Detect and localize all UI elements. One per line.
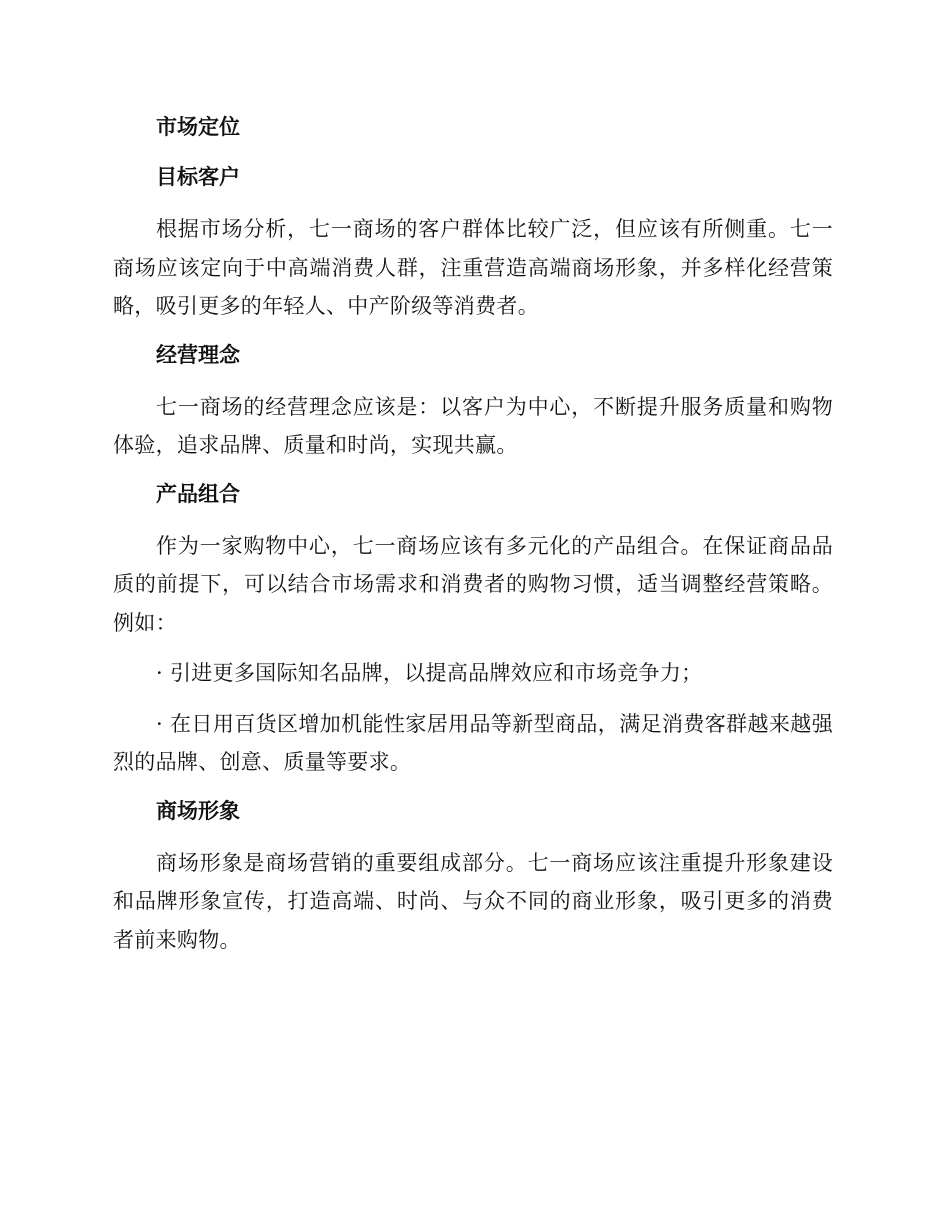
document-body [113,110,833,971]
paragraph-product-mix: 作为一家购物中心，七一商场应该有多元化的产品组合。在保证商品品质的前提下，可以结合市场需求和消费者的购物习惯，适当调整经营策略。例如： [113,533,833,635]
paragraph-target-customers: 根据市场分析，七一商场的客户群体比较广泛，但应该有所侧重。七一商场应该定向于中高端消费人群，注重营造高端商场形象，并多样化经营策略，吸引更多的年轻人、中产阶级等消费者。 [113,217,833,318]
paragraph-business-philosophy: 七一商场的经营理念应该是：以客户为中心，不断提升服务质量和购物体验，追求品牌、质量和时尚，实现共赢。 [113,394,833,457]
paragraph-mall-image: 商场形象是商场营销的重要组成部分。七一商场应该注重提升形象建设和品牌形象宣传，打造高端、时尚、与众不同的商业形象，吸引更多的消费者前来购物。 [113,850,833,952]
heading-market-positioning: 市场定位 [156,115,240,139]
heading-product-mix: 产品组合 [156,481,240,506]
bullet-item-1: · 引进更多国际知名品牌，以提高品牌效应和市场竞争力； [156,661,703,685]
heading-mall-image: 商场形象 [156,798,240,823]
bullet-item-2: · 在日用百货区增加机能性家居用品等新型商品，满足消费客群越来越强烈的品牌、创意、质量等要求。 [113,711,833,774]
heading-business-philosophy: 经营理念 [156,342,240,367]
heading-target-customers: 目标客户 [156,165,240,189]
